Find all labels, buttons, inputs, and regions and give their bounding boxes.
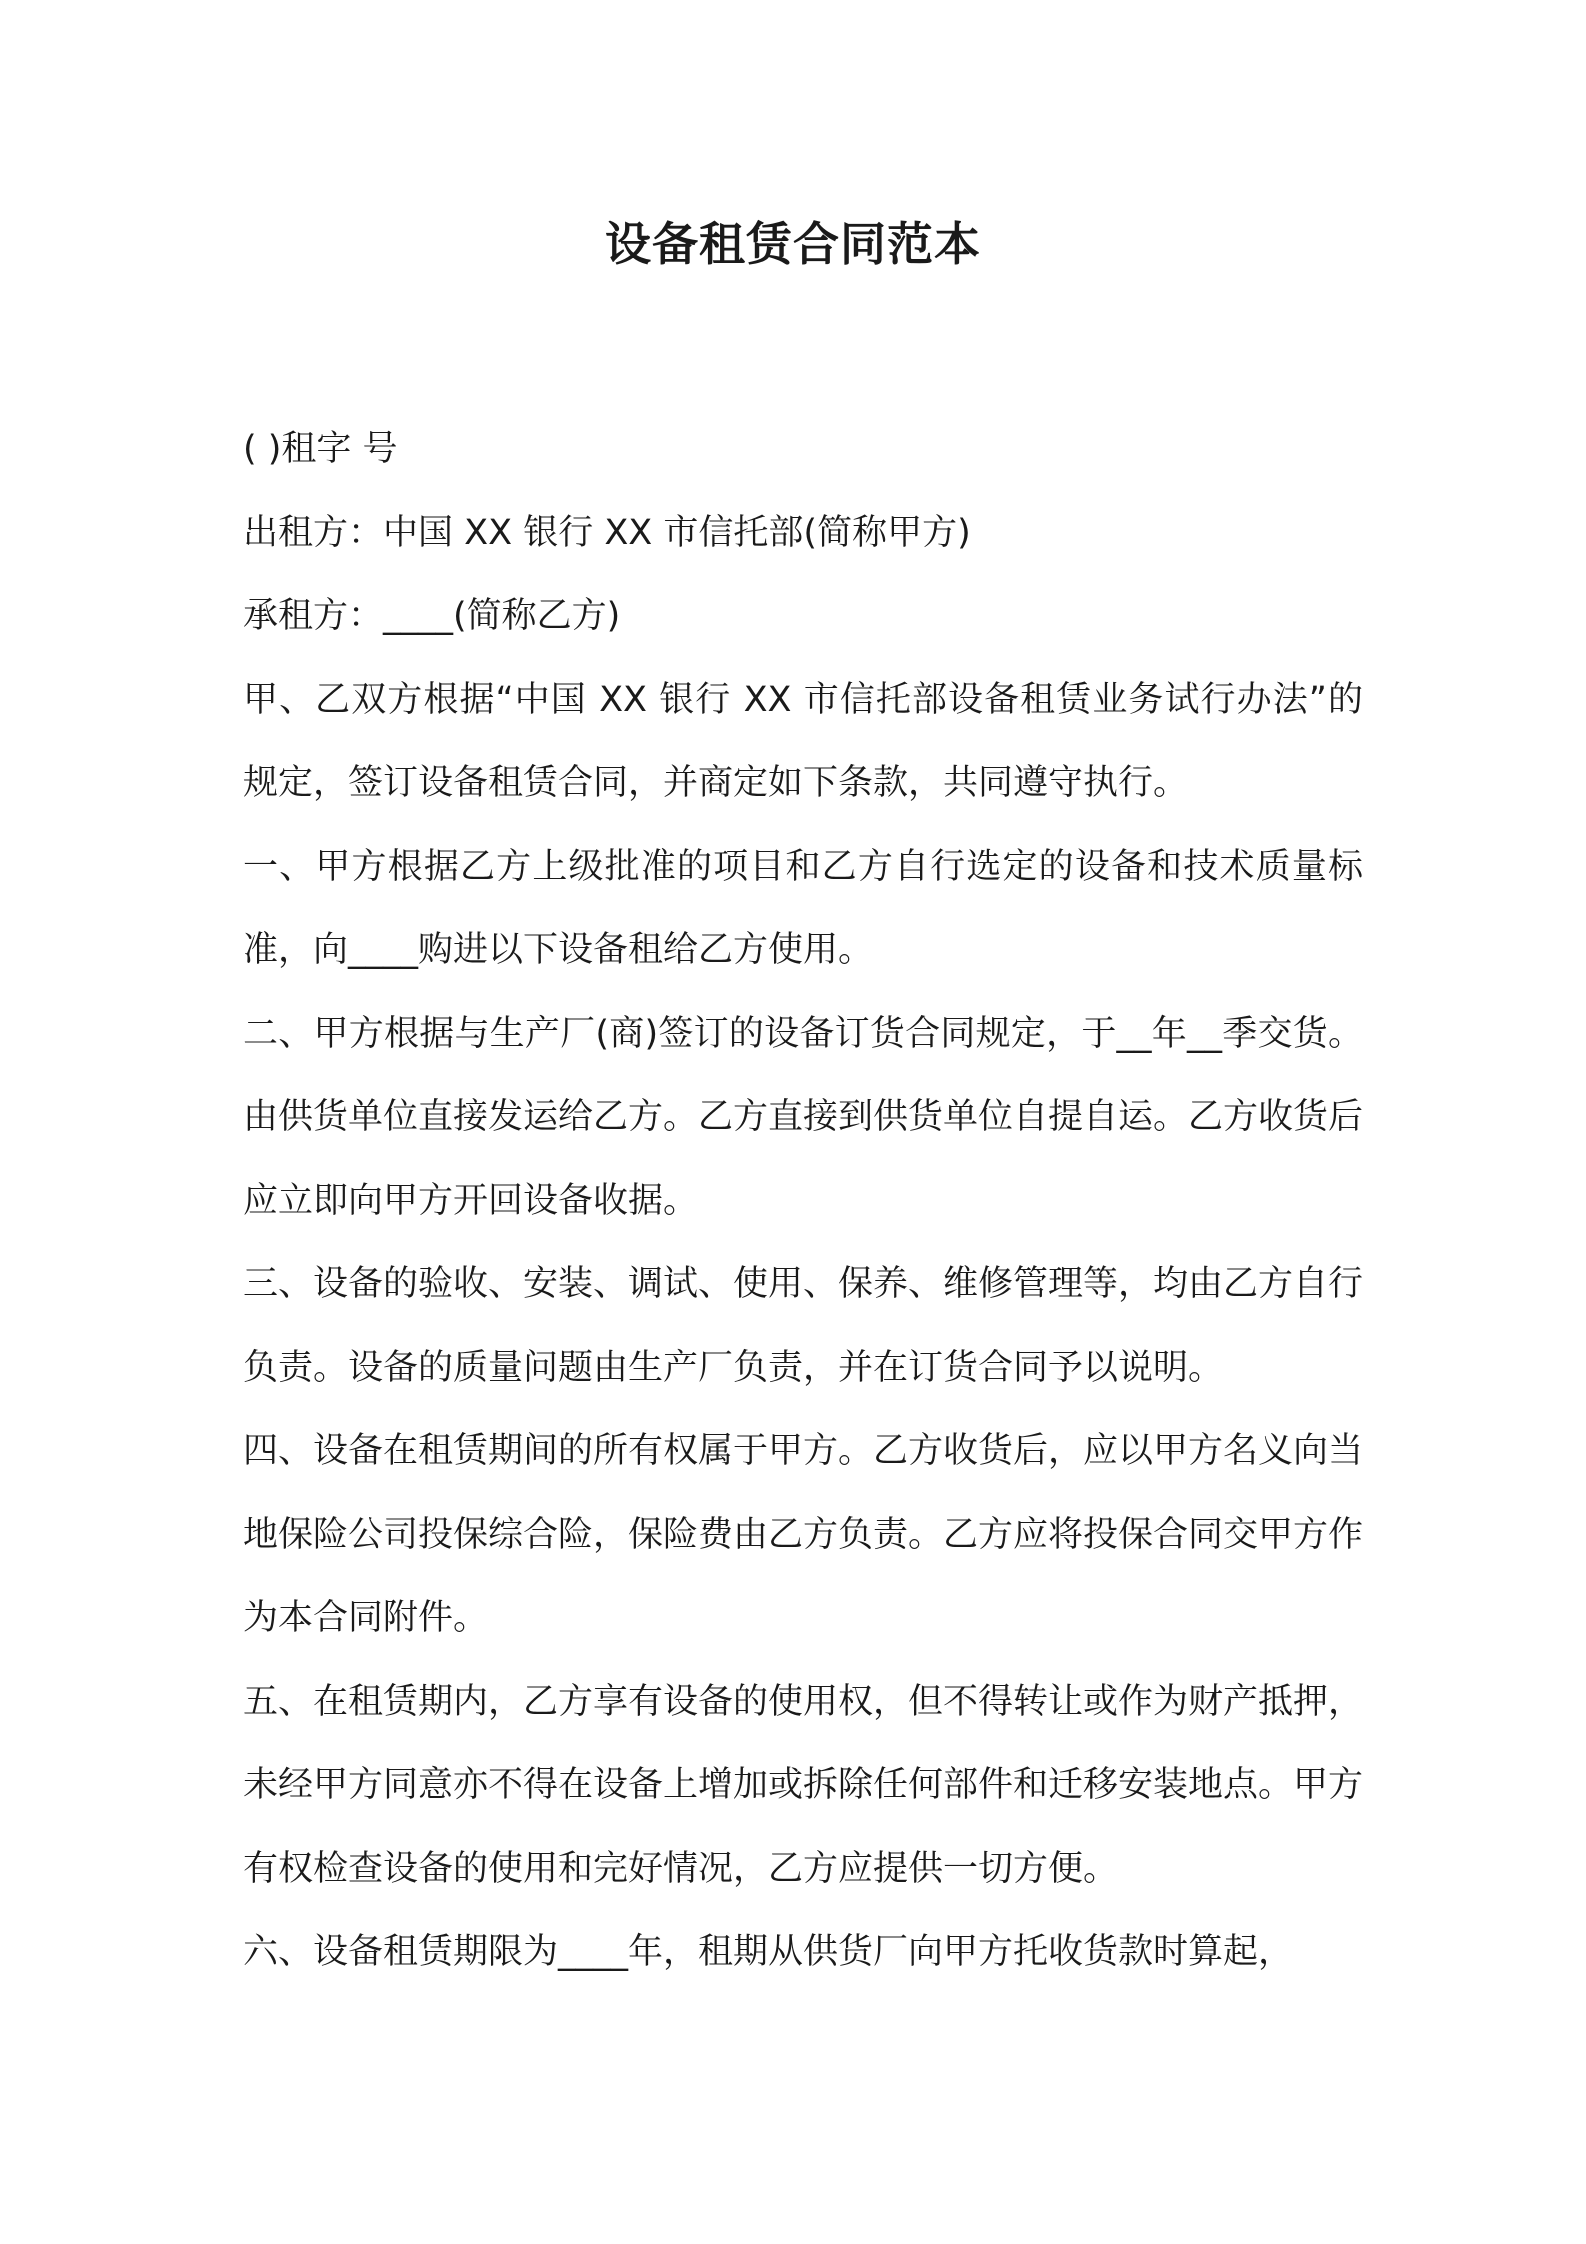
document-title: 设备租赁合同范本 xyxy=(605,217,981,271)
clause-1-paragraph: 一、甲方根据乙方上级批准的项目和乙方自行选定的设备和技术质量标准，向____购进以下设备租给乙方使用。 xyxy=(243,846,1363,970)
lessee-line: 承租方：____(简称乙方) xyxy=(243,596,621,636)
clause-2-paragraph: 二、甲方根据与生产厂(商)签订的设备订货合同规定，于__年__季交货。由供货单位直接发运给乙方。乙方直接到供货单位自提自运。乙方收货后应立即向甲方开回设备收据。 xyxy=(243,1013,1364,1221)
clause-4-paragraph: 四、设备在租赁期间的所有权属于甲方。乙方收货后，应以甲方名义向当地保险公司投保综合险，保险费由乙方负责。乙方应将投保合同交甲方作为本合同附件。 xyxy=(243,1431,1364,1638)
clause-5-paragraph: 五、在租赁期内，乙方享有设备的使用权，但不得转让或作为财产抵押，未经甲方同意亦不得在设备上增加或拆除任何部件和迁移安装地点。甲方有权检查设备的使用和完好情况，乙方应提供一切方便。 xyxy=(243,1681,1364,1889)
lessor-line: 出租方：中国 XX 银行 XX 市信托部(简称甲方) xyxy=(243,512,971,553)
reference-number: ( )租字 号 xyxy=(243,429,398,469)
clause-6-paragraph: 六、设备租赁期限为____年，租期从供货厂向甲方托收货款时算起， xyxy=(243,1932,1294,1972)
clause-3-paragraph: 三、设备的验收、安装、调试、使用、保养、维修管理等，均由乙方自行负责。设备的质量问题由生产厂负责，并在订货合同予以说明。 xyxy=(243,1264,1364,1388)
preamble-paragraph: 甲、乙双方根据“中国 XX 银行 XX 市信托部设备租赁业务试行办法”的规定，签订设备租赁合同，并商定如下条款，共同遵守执行。 xyxy=(243,679,1363,803)
document-body xyxy=(243,408,1363,1995)
